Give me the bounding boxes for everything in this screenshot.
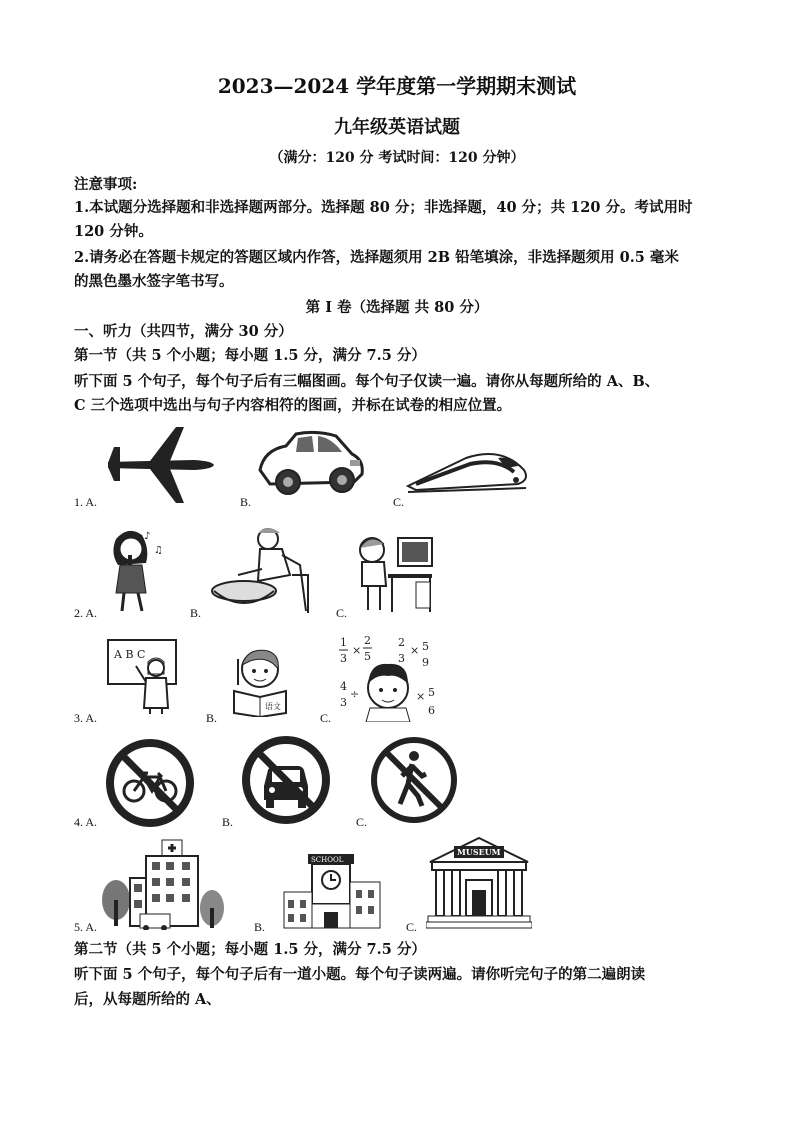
airplane-icon — [104, 425, 216, 505]
svg-text:÷: ÷ — [350, 688, 360, 701]
no-cycling-sign-icon — [104, 737, 196, 829]
museum-icon — [426, 836, 532, 930]
note-2-line-2: 的黑色墨水签字笔书写。 — [74, 273, 234, 290]
svg-text:×: × — [416, 690, 426, 703]
q2-label-c: C. — [336, 606, 348, 620]
q5-label-c: C. — [406, 920, 418, 934]
section-1-heading: 一、听力（共四节，满分 30 分） — [74, 323, 293, 340]
no-cars-sign-icon — [240, 734, 332, 826]
q4-label-c: C. — [356, 815, 368, 829]
q4-label-b: B. — [222, 815, 234, 829]
computer-boy-icon — [350, 530, 442, 614]
q1-label-a: 1. A. — [74, 495, 98, 509]
part-2-heading: 第二节（共 5 个小题；每小题 1.5 分，满分 7.5 分） — [74, 941, 426, 958]
note-1-line-1: 1.本试题分选择题和非选择题两部分。选择题 80 分；非选择题，40 分；共 120 分。考试用时 — [74, 199, 693, 216]
school-icon — [278, 852, 384, 930]
part-1-instruction-line-2: C 三个选项中选出与句子内容相符的图画，并标在试卷的相应位置。 — [74, 397, 512, 414]
part-1-instruction-line-1: 听下面 5 个句子，每个句子后有三幅图画。每个句子仅读一遍。请你从每题所给的 A、B、 — [74, 373, 660, 390]
train-icon — [406, 436, 532, 494]
svg-text:5: 5 — [422, 640, 429, 653]
svg-text:6: 6 — [428, 704, 435, 717]
board-text: A B C — [114, 648, 146, 661]
svg-text:4: 4 — [340, 680, 347, 693]
q3-label-a: 3. A. — [74, 711, 98, 725]
notes-heading: 注意事项: — [74, 176, 138, 193]
q5-label-b: B. — [254, 920, 266, 934]
school-sign-text: SCHOOL — [311, 856, 344, 864]
svg-text:9: 9 — [422, 656, 429, 669]
q1-label-b: B. — [240, 495, 252, 509]
svg-text:3: 3 — [340, 696, 347, 709]
book-text: 语文 — [265, 702, 281, 711]
car-icon — [256, 430, 366, 498]
exam-title: 2023—2024 学年度第一学期期末测试 — [217, 74, 577, 98]
no-walking-sign-icon — [368, 734, 460, 826]
svg-text:1: 1 — [340, 636, 347, 649]
svg-text:5: 5 — [364, 650, 371, 663]
q4-label-a: 4. A. — [74, 815, 98, 829]
svg-text:5: 5 — [428, 686, 435, 699]
svg-text:♪: ♪ — [144, 531, 151, 542]
svg-text:3: 3 — [340, 652, 347, 665]
washing-clothes-icon — [208, 525, 314, 617]
hospital-icon — [100, 838, 226, 930]
svg-text:2: 2 — [364, 634, 371, 647]
note-1-line-2: 120 分钟。 — [74, 223, 153, 240]
svg-text:×: × — [410, 644, 420, 657]
svg-text:♫: ♫ — [154, 545, 163, 556]
q5-label-a: 5. A. — [74, 920, 98, 934]
q2-label-a: 2. A. — [74, 606, 98, 620]
math-boy-icon — [336, 632, 440, 722]
q2-label-b: B. — [190, 606, 202, 620]
volume-heading: 第 I 卷（选择题 共 80 分） — [305, 299, 489, 316]
part-1-heading: 第一节（共 5 个小题；每小题 1.5 分，满分 7.5 分） — [74, 347, 426, 364]
svg-text:3: 3 — [398, 652, 405, 665]
svg-text:×: × — [352, 644, 362, 657]
reading-boy-icon — [228, 645, 290, 717]
part-2-instruction-line-1: 听下面 5 个句子，每个句子后有一道小题。每个句子读两遍。请你听完句子的第二遍朗读 — [74, 966, 646, 983]
teacher-board-icon — [106, 638, 178, 716]
q3-label-b: B. — [206, 711, 218, 725]
note-2-line-1: 2.请务必在答题卡规定的答题区域内作答，选择题须用 2B 铅笔填涂，非选择题须用 0.5 毫米 — [74, 249, 679, 266]
svg-text:2: 2 — [398, 636, 405, 649]
score-line: （满分：120 分 考试时间：120 分钟） — [269, 150, 525, 166]
part-2-instruction-line-2: 后，从每题所给的 A、 — [74, 991, 221, 1008]
exam-subtitle: 九年级英语试题 — [334, 117, 460, 138]
q1-label-c: C. — [393, 495, 405, 509]
q3-label-c: C. — [320, 711, 332, 725]
singing-girl-icon — [102, 523, 164, 615]
museum-sign-text: MUSEUM — [457, 847, 501, 857]
